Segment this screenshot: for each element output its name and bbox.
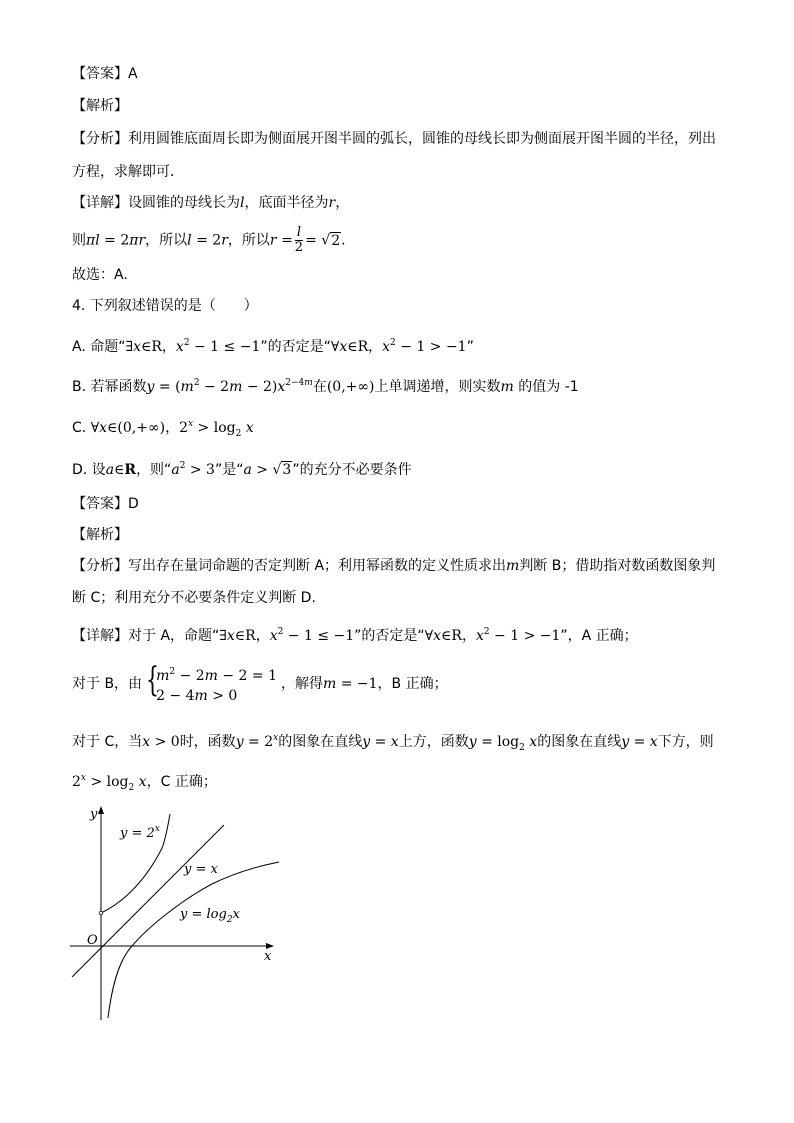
x-axis-label: x (264, 949, 272, 964)
q4-answer-line: 【答案】D (72, 496, 139, 512)
answer-value: D (128, 496, 139, 512)
analysis-title: 解析 (86, 98, 114, 114)
q3-choose-line: 故选：A. (72, 267, 128, 283)
q4-detail-b: 对于 B，由 { $m^2 - 2m - 2 = 1$ 2 − 4m > 0 ，解得m = −1，B 正确； (72, 660, 448, 704)
equation-system: { $m^2 - 2m - 2 = 1$ 2 − 4m > 0 (146, 660, 277, 704)
q4-option-d: D. 设a∈R，则“$a^2 > 3$”是“a > √3”的充分不必要条件 (72, 461, 412, 478)
q4-option-a: A. 命题“∃x∈R，$x^2 - 1 \le -1$”的否定是“∀x∈R，$x^2 - 1 > -1$” (72, 338, 474, 355)
analysis-tag: 【分析】 (72, 131, 128, 147)
q4-detail-c: 对于 C，当x > 0时，函数$y = 2^x$的图象在直线y = x上方，函数$y = \log_2 x$的图象在直线y = x下方，则 (72, 733, 714, 753)
q4-analysis-line-1: 【分析】写出存在量词命题的否定判断 A；利用幂函数的定义性质求出m判断 B；借助指对数函数图象判 (72, 558, 716, 574)
y-axis-arrow (98, 806, 104, 814)
q4-option-b: B. 若幂函数$y = (m^2 - 2m - 2)x^{2-4m}$在(0,+∞)上单调递增，则实数m 的值为 -1 (72, 378, 579, 395)
q3-detail-line-1: 【详解】设圆锥的母线长为l，底面半径为r， (72, 195, 350, 211)
y-axis-label: y (90, 807, 98, 822)
q4-analysis-line-2: 断 C；利用充分不必要条件定义判断 D. (72, 590, 316, 606)
log-curve (108, 862, 279, 1018)
q3-detail-line-2: 则πl = 2πr，所以l = 2r，所以r = $\frac{l}{2}$ = √2． (72, 225, 356, 255)
detail-tag: 【详解】 (72, 195, 128, 211)
origin-label: O (87, 933, 98, 948)
q4-analysis-title: 【解析】 (72, 527, 128, 543)
answer-tag: 【答案】 (72, 66, 128, 82)
function-graph (64, 800, 284, 1030)
label-exp: $y = 2^x$ (120, 824, 160, 841)
q3-analysis-title: 【解析】 (72, 98, 128, 114)
q3-analysis-line-2: 方程，求解即可． (72, 164, 184, 180)
q3-answer-line (72, 64, 138, 84)
q4-detail-a: 【详解】对于 A，命题“∃x∈R，$x^2 - 1 \le -1$”的否定是“∀x∈R，$x^2 - 1 > -1$”，A 正确； (72, 627, 638, 644)
line-y-equals-x (72, 825, 224, 977)
label-log: $y = \log_2x$ (180, 907, 240, 925)
q4-option-c: C. ∀x∈(0,+∞)，$2^x > \log_2 x$ (72, 419, 254, 439)
label-line: y = x (184, 862, 218, 877)
q3-analysis-line-1: 【分析】利用圆锥底面周长即为侧面展开图半圆的弧长，圆锥的母线长即为侧面展开图半圆的半径，列出 (72, 131, 716, 147)
exp-intercept-point (99, 911, 103, 915)
q4-detail-c-2: $2^x > \log_2 x$，C 正确； (72, 773, 217, 793)
answer-value: A (128, 66, 138, 82)
q4-stem: 4. 下列叙述错误的是（ ） (72, 298, 258, 314)
